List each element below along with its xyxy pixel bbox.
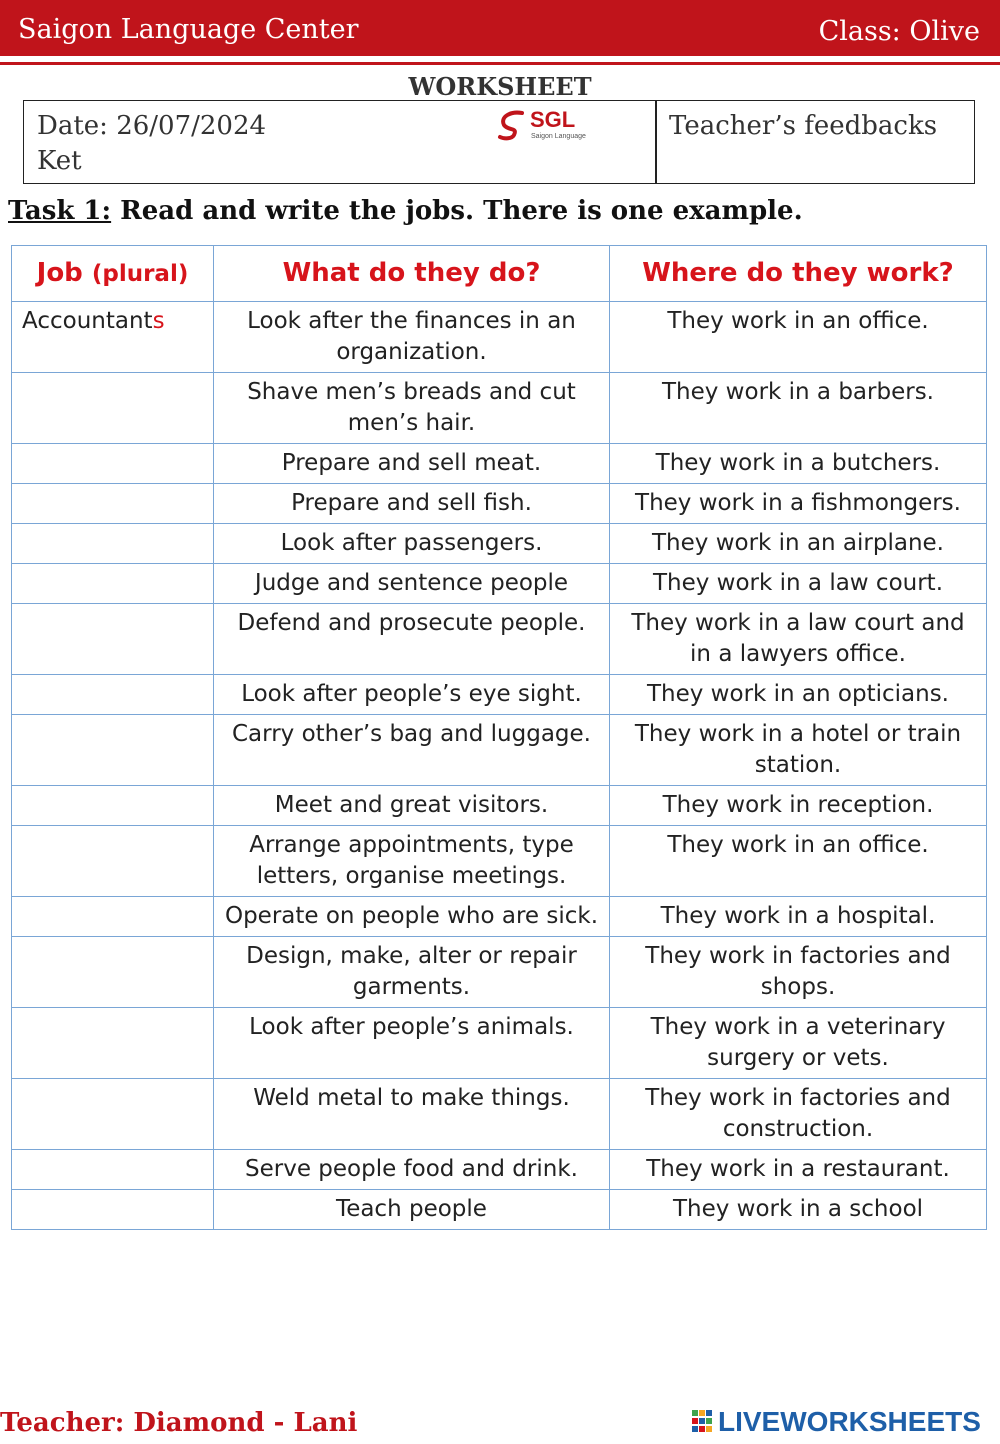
task-title <box>8 196 803 226</box>
header-job-note: (plural) <box>91 260 189 287</box>
level-label: Ket <box>37 146 82 176</box>
logo-subtext: Saigon Language <box>531 133 586 140</box>
what-cell: Look after passengers. <box>214 524 610 564</box>
job-answer-cell[interactable] <box>12 444 214 484</box>
table-row <box>12 524 987 564</box>
where-cell: They work in reception. <box>610 786 987 826</box>
job-answer-cell[interactable] <box>12 524 214 564</box>
where-cell: They work in a school <box>610 1190 987 1230</box>
task-label: Task 1: <box>8 196 112 226</box>
info-box <box>23 100 975 184</box>
teacher-feedback-label: Teacher’s feedbacks <box>669 111 938 141</box>
job-answer-cell[interactable] <box>12 937 214 1008</box>
job-answer-cell[interactable] <box>12 675 214 715</box>
table-row <box>12 826 987 897</box>
table-header-row <box>12 246 987 302</box>
where-cell: They work in factories and shops. <box>610 937 987 1008</box>
table-row <box>12 897 987 937</box>
job-answer-cell[interactable] <box>12 484 214 524</box>
table-row <box>12 373 987 444</box>
top-banner <box>0 0 1000 56</box>
what-cell: Defend and prosecute people. <box>214 604 610 675</box>
example-job-cell <box>12 302 214 373</box>
job-answer-cell[interactable] <box>12 604 214 675</box>
what-cell: Design, make, alter or repair garments. <box>214 937 610 1008</box>
where-cell: They work in a fishmongers. <box>610 484 987 524</box>
teacher-credit: Teacher: Diamond - Lani <box>0 1408 358 1438</box>
sgl-swoosh-icon <box>494 107 530 143</box>
liveworksheets-logo <box>692 1406 992 1438</box>
what-cell: Prepare and sell meat. <box>214 444 610 484</box>
where-cell: They work in a veterinary surgery or vets. <box>610 1008 987 1079</box>
header-what: What do they do? <box>214 246 610 302</box>
job-answer-cell[interactable] <box>12 564 214 604</box>
what-cell: Carry other’s bag and luggage. <box>214 715 610 786</box>
header-job <box>12 246 214 302</box>
what-cell: Judge and sentence people <box>214 564 610 604</box>
worksheet-title: WORKSHEET <box>408 72 592 101</box>
logo-text: SGL <box>530 107 576 132</box>
table-row <box>12 564 987 604</box>
table-row <box>12 1150 987 1190</box>
jobs-table <box>11 245 987 1230</box>
what-cell: Arrange appointments, type letters, organise meetings. <box>214 826 610 897</box>
table-row <box>12 1190 987 1230</box>
what-cell: Serve people food and drink. <box>214 1150 610 1190</box>
header-divider <box>0 62 1000 65</box>
where-cell: They work in a restaurant. <box>610 1150 987 1190</box>
header-where: Where do they work? <box>610 246 987 302</box>
where-cell: They work in a law court and in a lawyers office. <box>610 604 987 675</box>
job-answer-cell[interactable] <box>12 1008 214 1079</box>
table-row <box>12 444 987 484</box>
what-cell: Look after the finances in an organization. <box>214 302 610 373</box>
job-answer-cell[interactable] <box>12 1079 214 1150</box>
job-answer-cell[interactable] <box>12 715 214 786</box>
center-name: Saigon Language Center <box>18 14 359 45</box>
job-answer-cell[interactable] <box>12 373 214 444</box>
example-job-suffix: s <box>152 308 165 334</box>
where-cell: They work in an airplane. <box>610 524 987 564</box>
table-row <box>12 1008 987 1079</box>
where-cell: They work in a barbers. <box>610 373 987 444</box>
job-answer-cell[interactable] <box>12 826 214 897</box>
date-label: Date: 26/07/2024 <box>37 111 267 141</box>
table-row <box>12 1079 987 1150</box>
what-cell: Operate on people who are sick. <box>214 897 610 937</box>
where-cell: They work in factories and construction. <box>610 1079 987 1150</box>
sgl-logo <box>494 107 604 143</box>
table-row <box>12 786 987 826</box>
job-answer-cell[interactable] <box>12 897 214 937</box>
where-cell: They work in a butchers. <box>610 444 987 484</box>
table-row <box>12 604 987 675</box>
where-cell: They work in a hotel or train station. <box>610 715 987 786</box>
job-answer-cell[interactable] <box>12 786 214 826</box>
job-answer-cell[interactable] <box>12 1190 214 1230</box>
class-label: Class: Olive <box>818 16 980 47</box>
where-cell: They work in an office. <box>610 826 987 897</box>
what-cell: Weld metal to make things. <box>214 1079 610 1150</box>
where-cell: They work in a hospital. <box>610 897 987 937</box>
where-cell: They work in an opticians. <box>610 675 987 715</box>
where-cell: They work in an office. <box>610 302 987 373</box>
table-row <box>12 484 987 524</box>
header-job-label: Job <box>36 257 83 288</box>
what-cell: Meet and great visitors. <box>214 786 610 826</box>
liveworksheets-text: LIVEWORKSHEETS <box>718 1406 981 1437</box>
what-cell: Teach people <box>214 1190 610 1230</box>
what-cell: Look after people’s animals. <box>214 1008 610 1079</box>
what-cell: Shave men’s breads and cut men’s hair. <box>214 373 610 444</box>
table-row <box>12 715 987 786</box>
table-row <box>12 937 987 1008</box>
what-cell: Look after people’s eye sight. <box>214 675 610 715</box>
liveworksheets-grid-icon <box>692 1410 714 1434</box>
where-cell: They work in a law court. <box>610 564 987 604</box>
table-row <box>12 675 987 715</box>
what-cell: Prepare and sell fish. <box>214 484 610 524</box>
job-answer-cell[interactable] <box>12 1150 214 1190</box>
info-box-divider <box>655 101 657 183</box>
task-instruction: Read and write the jobs. There is one example. <box>111 196 803 226</box>
example-job-stem: Accountant <box>22 308 153 334</box>
table-row <box>12 302 987 373</box>
